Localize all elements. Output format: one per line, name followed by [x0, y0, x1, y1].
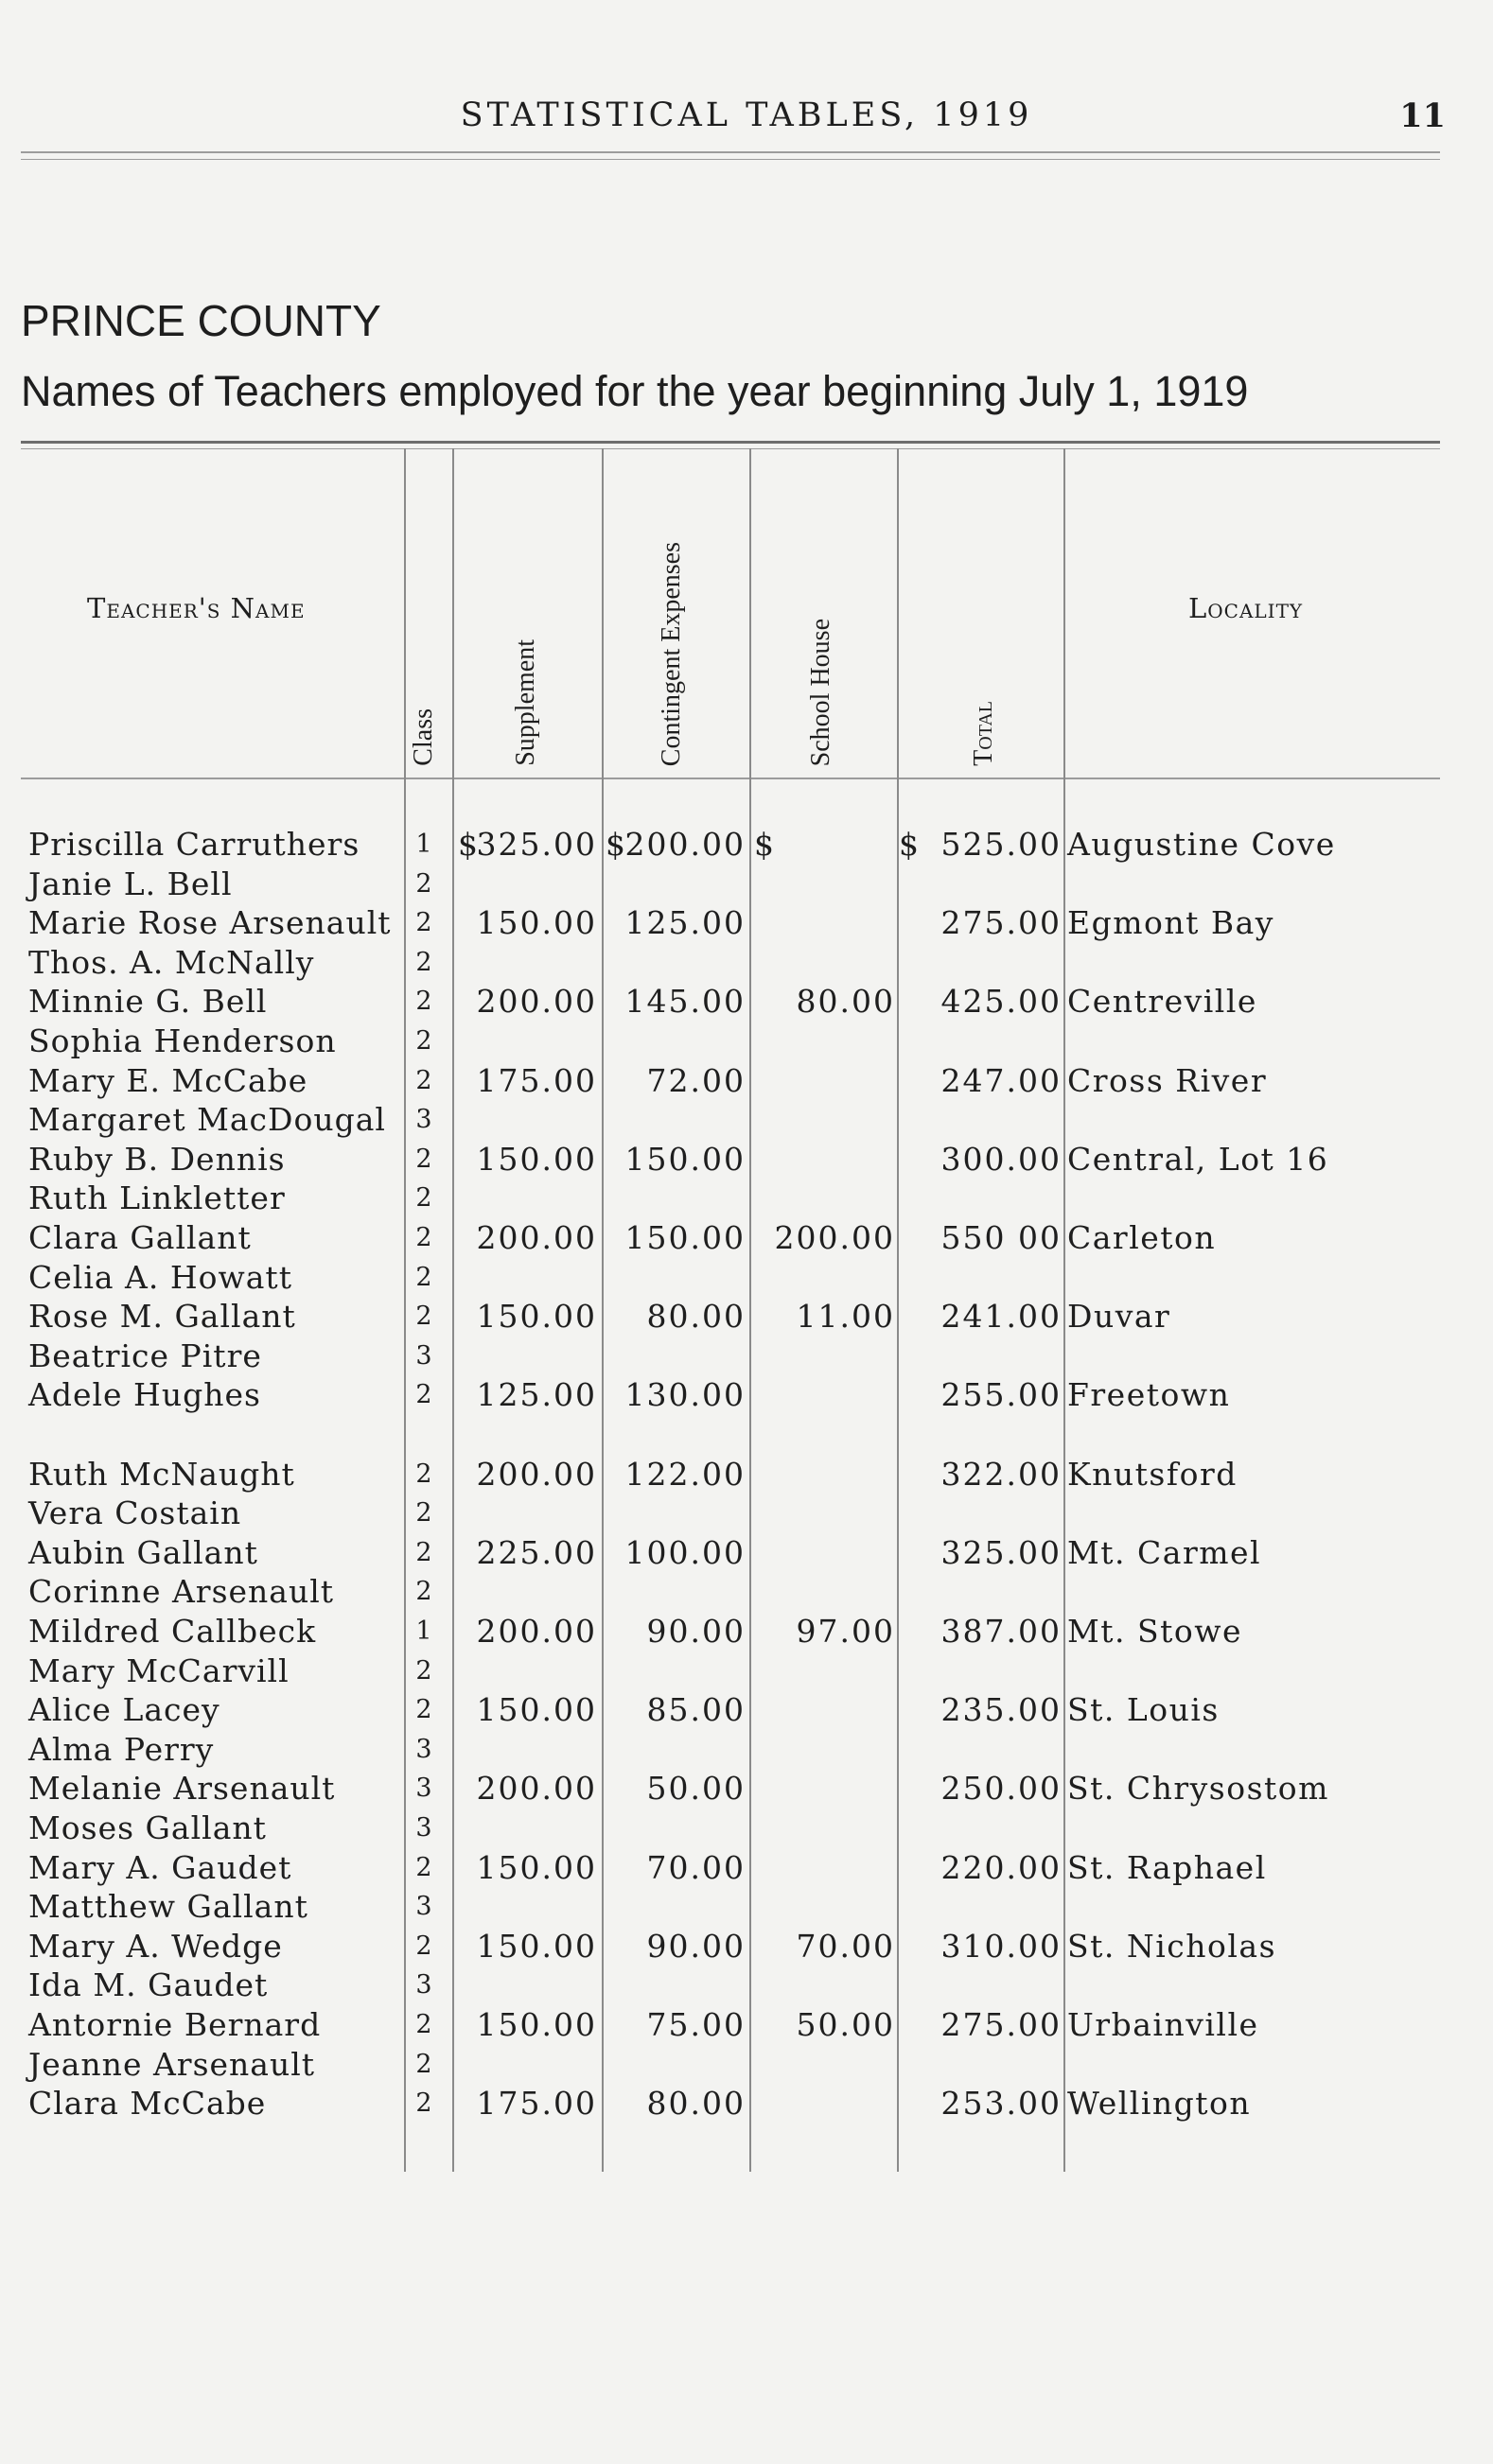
locality-name: Wellington — [1067, 2085, 1252, 2122]
table-row — [0, 1258, 1493, 1298]
locality-name: Urbainville — [1067, 2006, 1259, 2043]
table-top-rule — [21, 441, 1440, 444]
contingent-amount: 130.00 — [624, 1376, 746, 1413]
header-teachers-name: Teacher's Name — [87, 592, 306, 624]
header-locality: Locality — [1188, 592, 1304, 624]
teacher-class: 2 — [415, 1538, 432, 1567]
table-row — [0, 1848, 1493, 1888]
header-rule-top — [21, 151, 1440, 153]
teacher-class: 3 — [415, 1105, 432, 1134]
teacher-name: Mary E. McCabe — [28, 1062, 308, 1099]
contingent-amount: 200.00 — [624, 826, 746, 863]
total-amount: 247.00 — [940, 1062, 1062, 1099]
table-row — [0, 1494, 1493, 1533]
teacher-class: 1 — [415, 830, 432, 859]
contingent-amount: 125.00 — [624, 904, 746, 941]
table-row — [0, 2045, 1493, 2085]
teacher-name: Ida M. Gaudet — [28, 1966, 269, 2003]
teacher-class: 2 — [415, 908, 432, 937]
teacher-class: 3 — [415, 1735, 432, 1764]
contingent-amount: 80.00 — [646, 2085, 746, 2122]
supplement-amount: 225.00 — [476, 1534, 597, 1571]
supplement-amount: 150.00 — [476, 904, 597, 941]
teacher-name: Corinne Arsenault — [28, 1573, 335, 1610]
school-house-amount: 70.00 — [796, 1928, 895, 1965]
supplement-amount: 125.00 — [476, 1376, 597, 1413]
teacher-class: 2 — [415, 1183, 432, 1213]
dollar-sign: $ — [754, 826, 774, 863]
teacher-class: 2 — [415, 1026, 432, 1056]
supplement-amount: 175.00 — [476, 1062, 597, 1099]
contingent-amount: 90.00 — [646, 1928, 746, 1965]
teacher-class: 2 — [415, 1145, 432, 1174]
supplement-amount: 200.00 — [476, 983, 597, 1020]
teacher-class: 1 — [415, 1616, 432, 1646]
total-amount: 310.00 — [940, 1928, 1062, 1965]
contingent-amount: 100.00 — [624, 1534, 746, 1571]
table-row — [0, 1455, 1493, 1494]
table-row — [0, 1375, 1493, 1415]
total-amount: 275.00 — [940, 2006, 1062, 2043]
supplement-amount: 150.00 — [476, 1928, 597, 1965]
table-header-rule — [21, 778, 1440, 779]
contingent-amount: 75.00 — [646, 2006, 746, 2043]
school-house-amount: 97.00 — [796, 1613, 895, 1650]
school-house-amount: 50.00 — [796, 2006, 895, 2043]
supplement-amount: 200.00 — [476, 1613, 597, 1650]
locality-name: Central, Lot 16 — [1067, 1141, 1329, 1178]
table-row — [0, 1612, 1493, 1651]
teacher-class: 3 — [415, 1813, 432, 1843]
teacher-name: Ruth Linkletter — [28, 1180, 286, 1216]
contingent-amount: 72.00 — [646, 1062, 746, 1099]
supplement-amount: 150.00 — [476, 1849, 597, 1886]
locality-name: Augustine Cove — [1067, 826, 1336, 863]
table-row — [0, 1690, 1493, 1730]
total-amount: 275.00 — [940, 904, 1062, 941]
teacher-name: Alma Perry — [28, 1731, 215, 1768]
supplement-amount: 150.00 — [476, 1691, 597, 1728]
supplement-amount: 200.00 — [476, 1456, 597, 1493]
table-row — [0, 2005, 1493, 2045]
teacher-name: Sophia Henderson — [28, 1022, 337, 1059]
teacher-name: Minnie G. Bell — [28, 983, 268, 1020]
locality-name: Cross River — [1067, 1062, 1268, 1099]
teacher-name: Mary A. Gaudet — [28, 1849, 292, 1886]
table-top-rule-thin — [21, 448, 1440, 449]
teacher-name: Antornie Bernard — [28, 2006, 322, 2043]
teacher-class: 2 — [415, 1695, 432, 1724]
table-row — [0, 1887, 1493, 1927]
total-amount: 300.00 — [940, 1141, 1062, 1178]
contingent-amount: 85.00 — [646, 1691, 746, 1728]
table-row — [0, 982, 1493, 1022]
total-amount: 325.00 — [940, 1534, 1062, 1571]
teacher-name: Marie Rose Arsenault — [28, 904, 392, 941]
teacher-name: Jeanne Arsenault — [28, 2046, 316, 2083]
teacher-name: Ruby B. Dennis — [28, 1141, 286, 1178]
county-heading: PRINCE COUNTY — [21, 296, 381, 345]
table-row — [0, 1927, 1493, 1966]
teacher-class: 2 — [415, 2088, 432, 2118]
dollar-sign: $ — [458, 826, 478, 863]
teacher-class: 3 — [415, 1341, 432, 1371]
total-amount: 255.00 — [940, 1376, 1062, 1413]
teacher-name: Clara McCabe — [28, 2085, 267, 2122]
supplement-amount: 150.00 — [476, 1298, 597, 1335]
teacher-name: Aubin Gallant — [28, 1534, 258, 1571]
total-amount: 525.00 — [940, 826, 1062, 863]
supplement-amount: 150.00 — [476, 2006, 597, 2043]
contingent-amount: 70.00 — [646, 1849, 746, 1886]
total-amount: 241.00 — [940, 1298, 1062, 1335]
table-row — [0, 1572, 1493, 1612]
locality-name: Knutsford — [1067, 1456, 1238, 1493]
teacher-name: Janie L. Bell — [28, 865, 233, 902]
teacher-name: Mildred Callbeck — [28, 1613, 317, 1650]
total-amount: 235.00 — [940, 1691, 1062, 1728]
supplement-amount: 150.00 — [476, 1141, 597, 1178]
teacher-name: Matthew Gallant — [28, 1888, 308, 1925]
teacher-class: 2 — [415, 1498, 432, 1528]
total-amount: 425.00 — [940, 983, 1062, 1020]
table-row — [0, 1769, 1493, 1809]
table-row — [0, 1533, 1493, 1573]
teacher-name: Adele Hughes — [28, 1376, 261, 1413]
contingent-amount: 122.00 — [624, 1456, 746, 1493]
table-row — [0, 1730, 1493, 1770]
contingent-amount: 150.00 — [624, 1141, 746, 1178]
teacher-name: Vera Costain — [28, 1494, 242, 1531]
locality-name: St. Raphael — [1067, 1849, 1267, 1886]
teacher-class: 3 — [415, 1892, 432, 1921]
table-row — [0, 1140, 1493, 1180]
teacher-class: 3 — [415, 1970, 432, 2000]
teacher-class: 2 — [415, 1577, 432, 1606]
header-school-house: School House — [806, 618, 835, 766]
teacher-name: Priscilla Carruthers — [28, 826, 360, 863]
locality-name: St. Nicholas — [1067, 1928, 1277, 1965]
table-row — [0, 1218, 1493, 1258]
teacher-name: Margaret MacDougal — [28, 1101, 386, 1138]
teacher-class: 2 — [415, 1853, 432, 1882]
locality-name: Mt. Carmel — [1067, 1534, 1262, 1571]
header-contingent-expenses: Contingent Expenses — [657, 541, 686, 766]
teacher-class: 2 — [415, 987, 432, 1016]
table-row — [0, 1651, 1493, 1691]
table-row — [0, 1179, 1493, 1218]
teacher-name: Moses Gallant — [28, 1809, 267, 1846]
table-row — [0, 1022, 1493, 1061]
locality-name: Mt. Stowe — [1067, 1613, 1243, 1650]
teacher-name: Beatrice Pitre — [28, 1337, 262, 1374]
teacher-class: 2 — [415, 1459, 432, 1489]
teacher-class: 3 — [415, 1774, 432, 1803]
table-row — [0, 1061, 1493, 1101]
dollar-sign: $ — [606, 826, 625, 863]
header-total: Total — [969, 701, 998, 766]
total-amount: 322.00 — [940, 1456, 1062, 1493]
total-amount: 550 00 — [940, 1219, 1062, 1256]
teacher-class: 2 — [415, 2010, 432, 2039]
supplement-amount: 325.00 — [476, 826, 597, 863]
total-amount: 387.00 — [940, 1613, 1062, 1650]
teacher-name: Clara Gallant — [28, 1219, 252, 1256]
running-head — [0, 96, 1493, 134]
header-supplement: Supplement — [511, 639, 540, 766]
teacher-name: Mary McCarvill — [28, 1652, 290, 1689]
contingent-amount: 145.00 — [624, 983, 746, 1020]
contingent-amount: 80.00 — [646, 1298, 746, 1335]
school-house-amount: 80.00 — [796, 983, 895, 1020]
teacher-name: Alice Lacey — [28, 1691, 220, 1728]
school-house-amount: 200.00 — [774, 1219, 895, 1256]
table-row — [0, 1100, 1493, 1140]
page-number: 11 — [1399, 96, 1446, 135]
teacher-class: 2 — [415, 1380, 432, 1409]
dollar-sign: $ — [899, 826, 919, 863]
locality-name: Egmont Bay — [1067, 904, 1274, 941]
teacher-name: Mary A. Wedge — [28, 1928, 283, 1965]
table-subtitle: Names of Teachers employed for the year beginning July 1, 1919 — [21, 367, 1249, 415]
total-amount: 250.00 — [940, 1770, 1062, 1807]
table-row — [0, 1966, 1493, 2005]
locality-name: Freetown — [1067, 1376, 1231, 1413]
locality-name: Carleton — [1067, 1219, 1217, 1256]
teacher-name: Ruth McNaught — [28, 1456, 295, 1493]
total-amount: 253.00 — [940, 2085, 1062, 2122]
teacher-class: 2 — [415, 1656, 432, 1686]
running-title: STATISTICAL TABLES, 1919 — [460, 96, 1033, 134]
table-row — [0, 2084, 1493, 2123]
contingent-amount: 150.00 — [624, 1219, 746, 1256]
table-row — [0, 903, 1493, 943]
total-amount: 220.00 — [940, 1849, 1062, 1886]
supplement-amount: 175.00 — [476, 2085, 597, 2122]
teacher-class: 2 — [415, 1931, 432, 1961]
locality-name: Duvar — [1067, 1298, 1171, 1335]
table-row — [0, 1297, 1493, 1337]
header-class: Class — [409, 708, 438, 766]
teacher-class: 2 — [415, 869, 432, 899]
contingent-amount: 50.00 — [646, 1770, 746, 1807]
school-house-amount: 11.00 — [796, 1298, 895, 1335]
teacher-class: 2 — [415, 1066, 432, 1095]
teacher-name: Melanie Arsenault — [28, 1770, 336, 1807]
teacher-class: 2 — [415, 1223, 432, 1252]
teacher-class: 2 — [415, 2050, 432, 2079]
locality-name: St. Chrysostom — [1067, 1770, 1329, 1807]
header-rule-bottom — [21, 159, 1440, 160]
table-row — [0, 1809, 1493, 1848]
table-row — [0, 825, 1493, 865]
teacher-class: 2 — [415, 1302, 432, 1331]
locality-name: St. Louis — [1067, 1691, 1220, 1728]
table-row — [0, 865, 1493, 904]
contingent-amount: 90.00 — [646, 1613, 746, 1650]
supplement-amount: 200.00 — [476, 1219, 597, 1256]
teacher-name: Thos. A. McNally — [28, 944, 315, 981]
locality-name: Centreville — [1067, 983, 1257, 1020]
teacher-name: Celia A. Howatt — [28, 1259, 292, 1296]
teacher-class: 2 — [415, 948, 432, 977]
teacher-name: Rose M. Gallant — [28, 1298, 296, 1335]
teacher-class: 2 — [415, 1263, 432, 1292]
table-row — [0, 1337, 1493, 1376]
table-row — [0, 943, 1493, 983]
supplement-amount: 200.00 — [476, 1770, 597, 1807]
